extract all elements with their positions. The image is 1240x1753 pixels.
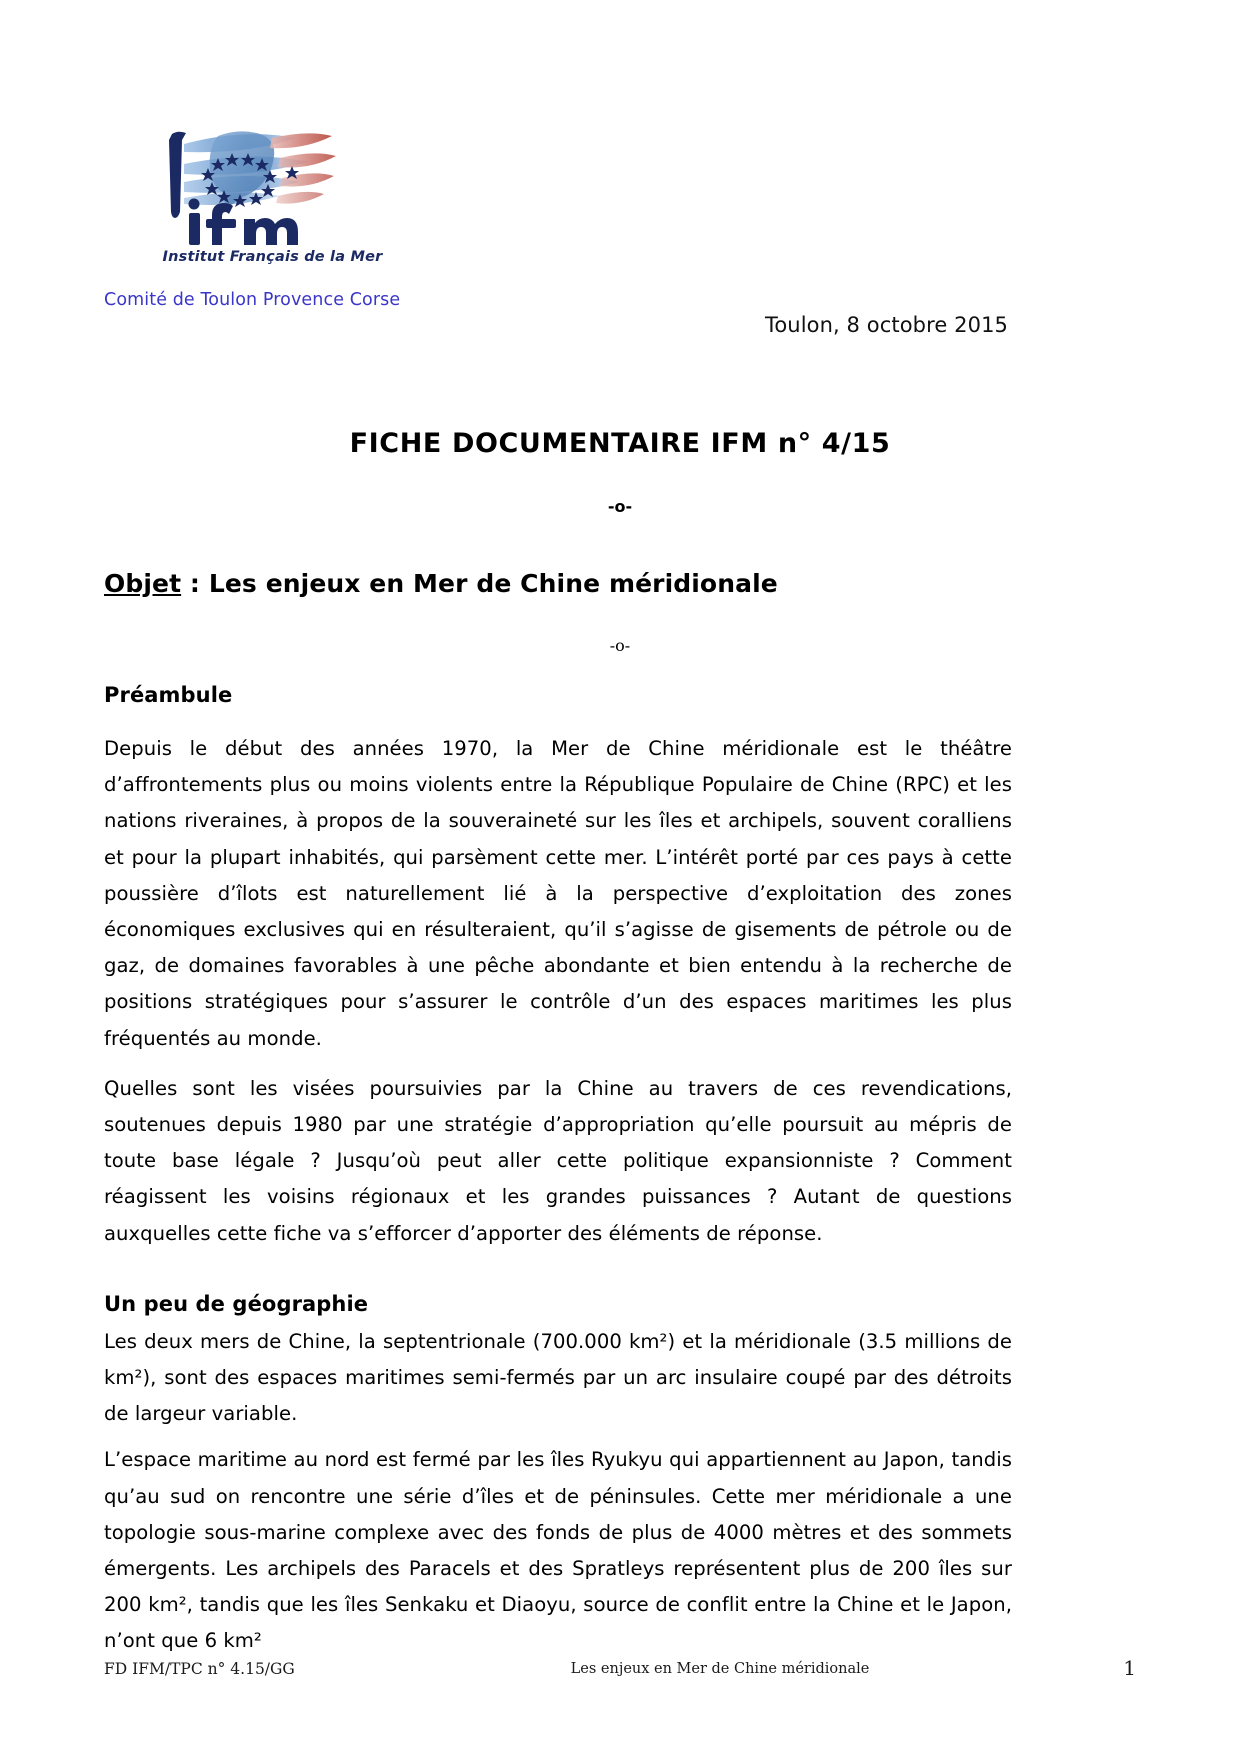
paragraph: Les deux mers de Chine, la septentrionale (700.000 km²) et la méridionale (3.5 millions de km²), sont des espaces maritimes semi-fermés par un arc insulaire coupé par des détroits de largeur variable. (104, 1329, 1012, 1426)
paragraph: L’espace maritime au nord est fermé par les îles Ryukyu qui appartiennent au Japon, tandis qu’au sud on rencontre une série d’îles et de péninsules. Cette mer méridionale a une topologie sous-marine complexe avec des fonds de plus de 4000 mètres et des sommets émergents. Les archipels des Paracels et des Spratleys représentent plus de 200 îles sur 200 km², tandis que les îles Senkaku et Diaoyu, source de conflit entre la Chine et le Japon, n’ont que 6 km² (104, 1448, 1012, 1653)
section-heading-geographie: Un peu de géographie (104, 1291, 369, 1316)
ifm-logo-graphic (132, 120, 372, 248)
paragraph: Depuis le début des années 1970, la Mer de Chine méridionale est le théâtre d’affrontements plus ou moins violents entre la République Populaire de Chine (RPC) et les nations riveraines, à propos de la souveraineté sur les îles et archipels, souvent coralliens et pour la plupart inhabités, qui parsèment cette mer. L’intérêt porté par ces pays à cette poussière d’îlots est naturellement lié à la perspective d’exploitation des zones économiques exclusives qui en résulteraient, qu’il s’agisse de gisements de pétrole ou de gaz, de domaines favorables à une pêche abondante et bien entendu à la recherche de positions stratégiques pour s’assurer le contrôle d’un des espaces maritimes les plus fréquentés au monde. (104, 737, 1012, 1050)
page-number: 1 (1123, 1656, 1136, 1680)
dateline: Toulon, 8 octobre 2015 (764, 313, 1008, 337)
logo-caption: Institut Français de la Mer (162, 249, 383, 265)
section-heading-preambule: Préambule (104, 683, 233, 707)
page-title: FICHE DOCUMENTAIRE IFM n° 4/15 (349, 428, 891, 459)
objet-label: Objet (104, 569, 182, 598)
page-footer (104, 1656, 1136, 1694)
paragraph: Quelles sont les visées poursuivies par la Chine au travers de ces revendications, soutenues depuis 1980 par une stratégie d’appropriation qu’elle poursuit au mépris de toute base légale ? Jusqu’où peut aller cette politique expansionniste ? Comment réagissent les voisins régionaux et les grandes puissances ? Autant de questions auxquelles cette fiche va s’efforcer d’apporter des éléments de réponse. (104, 1076, 1012, 1245)
objet-line (104, 569, 778, 598)
footer-reference: FD IFM/TPC n° 4.15/GG (104, 1660, 295, 1678)
document-body (104, 683, 1012, 1660)
separator-ornament-2: -o- (609, 636, 631, 655)
committee-line: Comité de Toulon Provence Corse (104, 290, 401, 310)
separator-ornament-1: -o- (607, 497, 633, 516)
ifm-logo (132, 120, 383, 270)
footer-subject: Les enjeux en Mer de Chine méridionale (570, 1661, 870, 1677)
objet-value: : Les enjeux en Mer de Chine méridionale (181, 569, 778, 598)
